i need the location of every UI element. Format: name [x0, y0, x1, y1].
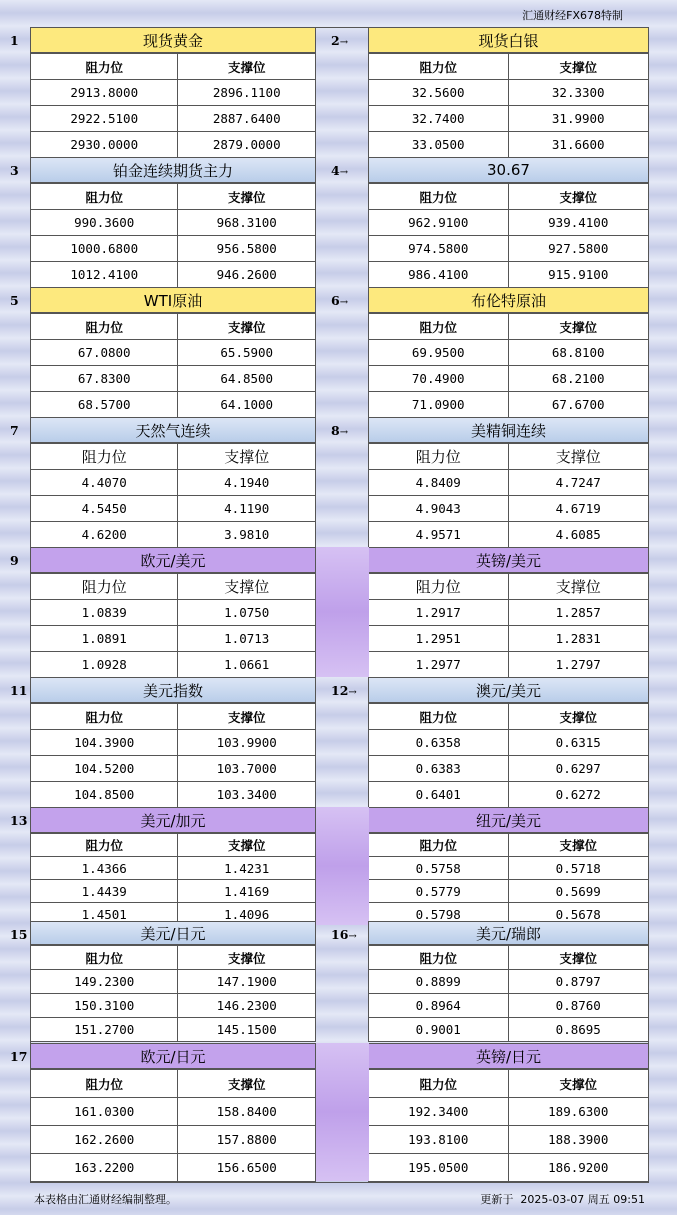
support-value: 1.2797	[508, 652, 649, 678]
table-row	[369, 857, 649, 880]
resistance-label: 阻力位	[369, 834, 509, 857]
table-row	[31, 392, 316, 418]
support-value: 1.0661	[178, 652, 316, 678]
resistance-value: 986.4100	[369, 262, 509, 288]
instrument-number-text: 7	[10, 423, 19, 438]
support-value: 4.1940	[178, 470, 316, 496]
instrument-number-text: 15	[10, 927, 28, 942]
support-label: 支撑位	[178, 54, 316, 80]
support-label: 支撑位	[178, 1070, 316, 1098]
support-value: 968.3100	[178, 210, 316, 236]
resistance-label: 阻力位	[31, 314, 178, 340]
resistance-value: 33.0500	[369, 132, 509, 158]
arrow-icon: →	[339, 297, 349, 308]
instrument-name-header: 美元/日元	[30, 921, 316, 945]
support-label: 支撑位	[178, 946, 316, 970]
resistance-value: 4.9571	[369, 522, 509, 548]
support-value: 4.6085	[508, 522, 649, 548]
footer-updated	[480, 1191, 645, 1207]
support-value: 65.5900	[178, 340, 316, 366]
table-row	[369, 470, 649, 496]
support-value: 68.2100	[508, 366, 649, 392]
table-row	[31, 340, 316, 366]
resistance-value: 1000.6800	[31, 236, 178, 262]
table-row	[369, 262, 649, 288]
middle-strip	[316, 1043, 369, 1181]
levels-header-row	[369, 314, 649, 340]
resistance-value: 161.0300	[31, 1098, 178, 1126]
resistance-label: 阻力位	[369, 946, 509, 970]
footer-note: 本表格由汇通财经编制整理。	[34, 1193, 177, 1206]
support-value: 103.7000	[178, 756, 316, 782]
instrument-number-text: 17	[10, 1049, 28, 1064]
resistance-value: 68.5700	[31, 392, 178, 418]
support-label: 支撑位	[508, 704, 649, 730]
resistance-value: 1012.4100	[31, 262, 178, 288]
instrument-number-text: 4	[331, 163, 340, 178]
levels-header-row	[369, 54, 649, 80]
table-row	[31, 236, 316, 262]
resistance-value: 0.5798	[369, 903, 509, 926]
table-row	[31, 106, 316, 132]
middle-strip	[316, 547, 369, 677]
instrument-name-header: 美元/瑞郎	[368, 921, 649, 945]
support-value: 2879.0000	[178, 132, 316, 158]
support-value: 1.2857	[508, 600, 649, 626]
resistance-value: 2922.5100	[31, 106, 178, 132]
levels-header-row	[31, 834, 316, 857]
resistance-value: 0.6358	[369, 730, 509, 756]
levels-header-row	[369, 574, 649, 600]
support-value: 4.1190	[178, 496, 316, 522]
resistance-value: 4.4070	[31, 470, 178, 496]
support-label: 支撑位	[508, 444, 649, 470]
resistance-value: 150.3100	[31, 994, 178, 1018]
resistance-value: 0.5758	[369, 857, 509, 880]
table-row	[31, 262, 316, 288]
instrument-number	[331, 163, 348, 178]
instrument-number	[10, 553, 19, 568]
footer	[0, 1183, 677, 1215]
levels-table	[30, 1069, 316, 1182]
instrument-number-text: 8	[331, 423, 340, 438]
levels-table	[30, 945, 316, 1042]
table-row	[369, 496, 649, 522]
resistance-value: 1.2977	[369, 652, 509, 678]
table-row	[369, 210, 649, 236]
resistance-value: 4.9043	[369, 496, 509, 522]
table-row	[31, 756, 316, 782]
support-label: 支撑位	[508, 1070, 649, 1098]
support-label: 支撑位	[508, 834, 649, 857]
resistance-value: 1.2917	[369, 600, 509, 626]
table-row	[369, 1126, 649, 1154]
support-value: 64.1000	[178, 392, 316, 418]
support-value: 103.9900	[178, 730, 316, 756]
resistance-label: 阻力位	[369, 704, 509, 730]
support-label: 支撑位	[508, 314, 649, 340]
support-value: 1.2831	[508, 626, 649, 652]
levels-header-row	[369, 184, 649, 210]
support-value: 0.6297	[508, 756, 649, 782]
table-row	[31, 857, 316, 880]
resistance-value: 962.9100	[369, 210, 509, 236]
instrument-number	[10, 33, 19, 48]
levels-table	[368, 573, 649, 678]
support-value: 103.3400	[178, 782, 316, 808]
resistance-value: 1.0839	[31, 600, 178, 626]
table-row	[369, 132, 649, 158]
support-value: 915.9100	[508, 262, 649, 288]
resistance-value: 193.8100	[369, 1126, 509, 1154]
resistance-value: 104.8500	[31, 782, 178, 808]
instrument-name-header: 美元/加元	[30, 807, 316, 833]
support-value: 946.2600	[178, 262, 316, 288]
support-value: 1.4169	[178, 880, 316, 903]
table-row	[369, 1098, 649, 1126]
support-label: 支撑位	[178, 574, 316, 600]
levels-header-row	[31, 704, 316, 730]
resistance-value: 0.9001	[369, 1018, 509, 1042]
table-row	[31, 994, 316, 1018]
arrow-icon: →	[348, 687, 357, 698]
instrument-number-text: 12	[331, 683, 349, 698]
instrument-name-header: 铂金连续期货主力	[30, 157, 316, 183]
table-row	[369, 366, 649, 392]
instrument-name-header: 澳元/美元	[368, 677, 649, 703]
resistance-value: 1.2951	[369, 626, 509, 652]
support-label: 支撑位	[178, 184, 316, 210]
levels-table	[30, 183, 316, 288]
table-row	[369, 970, 649, 994]
support-value: 31.6600	[508, 132, 649, 158]
resistance-value: 163.2200	[31, 1154, 178, 1182]
updated-time: 2025-03-07 周五 09:51	[520, 1193, 645, 1206]
table-row	[369, 782, 649, 808]
support-value: 68.8100	[508, 340, 649, 366]
instrument-name-header: 英镑/美元	[368, 547, 649, 573]
instrument-number	[331, 927, 357, 942]
resistance-value: 151.2700	[31, 1018, 178, 1042]
resistance-label: 阻力位	[31, 574, 178, 600]
levels-table	[368, 945, 649, 1042]
table-row	[31, 470, 316, 496]
levels-table	[368, 833, 649, 926]
instrument-name-header: 英镑/日元	[368, 1043, 649, 1069]
support-value: 1.4231	[178, 857, 316, 880]
levels-table	[368, 53, 649, 158]
instrument-name-header: 欧元/日元	[30, 1043, 316, 1069]
resistance-value: 67.8300	[31, 366, 178, 392]
resistance-value: 2913.8000	[31, 80, 178, 106]
table-row	[369, 880, 649, 903]
levels-table	[30, 833, 316, 926]
support-label: 支撑位	[508, 574, 649, 600]
levels-header-row	[369, 946, 649, 970]
table-row	[31, 730, 316, 756]
support-label: 支撑位	[508, 54, 649, 80]
levels-table	[30, 313, 316, 418]
arrow-icon: →	[339, 167, 349, 178]
support-value: 31.9900	[508, 106, 649, 132]
table-row	[369, 626, 649, 652]
support-value: 3.9810	[178, 522, 316, 548]
support-value: 146.2300	[178, 994, 316, 1018]
instrument-number-text: 11	[10, 683, 28, 698]
levels-table	[368, 183, 649, 288]
instrument-number	[10, 1049, 27, 1064]
instrument-name-header: 美元指数	[30, 677, 316, 703]
support-value: 64.8500	[178, 366, 316, 392]
resistance-value: 4.5450	[31, 496, 178, 522]
support-value: 0.5699	[508, 880, 649, 903]
levels-table	[30, 703, 316, 808]
instrument-number	[10, 423, 19, 438]
resistance-value: 195.0500	[369, 1154, 509, 1182]
instrument-name-header: 纽元/美元	[368, 807, 649, 833]
middle-strip	[316, 807, 369, 925]
levels-table	[30, 573, 316, 678]
support-label: 支撑位	[178, 314, 316, 340]
top-bar	[0, 0, 677, 27]
instrument-number	[331, 683, 357, 698]
resistance-label: 阻力位	[31, 444, 178, 470]
instrument-number-text: 3	[10, 163, 19, 178]
table-row	[369, 80, 649, 106]
resistance-value: 32.5600	[369, 80, 509, 106]
instrument-name-header: WTI原油	[30, 287, 316, 313]
levels-table	[368, 703, 649, 808]
instrument-number-text: 16	[331, 927, 349, 942]
support-value: 158.8400	[178, 1098, 316, 1126]
resistance-label: 阻力位	[31, 704, 178, 730]
support-value: 156.6500	[178, 1154, 316, 1182]
resistance-value: 1.0928	[31, 652, 178, 678]
table-row	[369, 1154, 649, 1182]
resistance-value: 1.4366	[31, 857, 178, 880]
levels-header-row	[369, 444, 649, 470]
resistance-label: 阻力位	[369, 1070, 509, 1098]
levels-table	[30, 443, 316, 548]
support-value: 956.5800	[178, 236, 316, 262]
table-row	[31, 210, 316, 236]
instrument-number	[10, 683, 27, 698]
resistance-label: 阻力位	[31, 1070, 178, 1098]
resistance-value: 0.6383	[369, 756, 509, 782]
levels-header-row	[31, 444, 316, 470]
instrument-number-text: 2	[331, 33, 340, 48]
table-row	[31, 1126, 316, 1154]
resistance-value: 990.3600	[31, 210, 178, 236]
instrument-name-header: 现货黄金	[30, 27, 316, 53]
support-value: 67.6700	[508, 392, 649, 418]
resistance-value: 0.6401	[369, 782, 509, 808]
instrument-number	[10, 163, 19, 178]
table-row	[369, 756, 649, 782]
levels-table	[368, 1069, 649, 1182]
arrow-icon: →	[339, 427, 349, 438]
table-row	[369, 392, 649, 418]
resistance-value: 974.5800	[369, 236, 509, 262]
resistance-value: 0.8899	[369, 970, 509, 994]
instrument-name-header: 美精铜连续	[368, 417, 649, 443]
support-value: 0.5678	[508, 903, 649, 926]
instrument-number-text: 9	[10, 553, 19, 568]
instrument-number	[331, 423, 348, 438]
instrument-number	[10, 927, 27, 942]
support-value: 939.4100	[508, 210, 649, 236]
resistance-label: 阻力位	[31, 834, 178, 857]
support-value: 2896.1100	[178, 80, 316, 106]
support-value: 927.5800	[508, 236, 649, 262]
levels-header-row	[369, 834, 649, 857]
support-label: 支撑位	[178, 444, 316, 470]
resistance-value: 162.2600	[31, 1126, 178, 1154]
instrument-number	[331, 33, 348, 48]
support-value: 0.8760	[508, 994, 649, 1018]
brand-label: 汇通财经FX678特制	[522, 9, 623, 22]
resistance-value: 104.5200	[31, 756, 178, 782]
updated-prefix: 更新于	[480, 1193, 514, 1206]
support-value: 157.8800	[178, 1126, 316, 1154]
support-value: 1.4096	[178, 903, 316, 926]
levels-header-row	[369, 1070, 649, 1098]
support-label: 支撑位	[178, 834, 316, 857]
table-row	[31, 600, 316, 626]
support-value: 4.6719	[508, 496, 649, 522]
support-value: 0.6315	[508, 730, 649, 756]
instrument-name-header: 欧元/美元	[30, 547, 316, 573]
instrument-name-header: 布伦特原油	[368, 287, 649, 313]
support-value: 147.1900	[178, 970, 316, 994]
table-row	[369, 106, 649, 132]
resistance-value: 69.9500	[369, 340, 509, 366]
arrow-icon: →	[348, 931, 357, 942]
support-value: 189.6300	[508, 1098, 649, 1126]
instrument-number-text: 5	[10, 293, 19, 308]
table-row	[369, 236, 649, 262]
support-value: 32.3300	[508, 80, 649, 106]
table-row	[31, 1154, 316, 1182]
instrument-name-header: 天然气连续	[30, 417, 316, 443]
levels-header-row	[31, 184, 316, 210]
resistance-label: 阻力位	[31, 184, 178, 210]
table-row	[31, 880, 316, 903]
table-row	[31, 1098, 316, 1126]
arrow-icon: →	[339, 37, 349, 48]
resistance-value: 71.0900	[369, 392, 509, 418]
instrument-name-header: 现货白银	[368, 27, 649, 53]
resistance-value: 70.4900	[369, 366, 509, 392]
support-value: 0.8695	[508, 1018, 649, 1042]
resistance-value: 104.3900	[31, 730, 178, 756]
levels-header-row	[31, 946, 316, 970]
resistance-label: 阻力位	[369, 574, 509, 600]
resistance-value: 2930.0000	[31, 132, 178, 158]
support-value: 1.0713	[178, 626, 316, 652]
levels-header-row	[31, 314, 316, 340]
support-value: 0.5718	[508, 857, 649, 880]
resistance-label: 阻力位	[369, 314, 509, 340]
instrument-number-text: 1	[10, 33, 19, 48]
resistance-value: 1.4439	[31, 880, 178, 903]
table-row	[369, 600, 649, 626]
instrument-number-text: 6	[331, 293, 340, 308]
levels-table	[30, 53, 316, 158]
table-row	[31, 522, 316, 548]
support-value: 188.3900	[508, 1126, 649, 1154]
table-row	[31, 496, 316, 522]
support-value: 2887.6400	[178, 106, 316, 132]
resistance-value: 67.0800	[31, 340, 178, 366]
support-value: 0.8797	[508, 970, 649, 994]
instrument-name-header: 30.67	[368, 157, 649, 183]
levels-table	[368, 313, 649, 418]
support-value: 1.0750	[178, 600, 316, 626]
table-row	[31, 366, 316, 392]
instrument-number	[10, 813, 27, 828]
resistance-value: 1.0891	[31, 626, 178, 652]
table-row	[31, 970, 316, 994]
resistance-value: 32.7400	[369, 106, 509, 132]
levels-header-row	[369, 704, 649, 730]
table-row	[369, 730, 649, 756]
resistance-value: 0.8964	[369, 994, 509, 1018]
support-value: 145.1500	[178, 1018, 316, 1042]
support-label: 支撑位	[508, 184, 649, 210]
table-row	[31, 80, 316, 106]
instrument-number	[10, 293, 19, 308]
table-row	[369, 522, 649, 548]
resistance-value: 4.8409	[369, 470, 509, 496]
support-value: 0.6272	[508, 782, 649, 808]
resistance-value: 0.5779	[369, 880, 509, 903]
table-row	[31, 132, 316, 158]
support-label: 支撑位	[508, 946, 649, 970]
instrument-number-text: 13	[10, 813, 28, 828]
levels-header-row	[31, 574, 316, 600]
resistance-label: 阻力位	[369, 184, 509, 210]
table-row	[31, 1018, 316, 1042]
levels-table	[368, 443, 649, 548]
table-row	[369, 1018, 649, 1042]
resistance-value: 192.3400	[369, 1098, 509, 1126]
table-row	[31, 626, 316, 652]
table-row	[369, 994, 649, 1018]
table-row	[31, 782, 316, 808]
support-value: 4.7247	[508, 470, 649, 496]
resistance-value: 4.6200	[31, 522, 178, 548]
instrument-number	[331, 293, 348, 308]
resistance-label: 阻力位	[369, 444, 509, 470]
resistance-value: 1.4501	[31, 903, 178, 926]
support-value: 186.9200	[508, 1154, 649, 1182]
levels-header-row	[31, 1070, 316, 1098]
support-label: 支撑位	[178, 704, 316, 730]
resistance-value: 149.2300	[31, 970, 178, 994]
resistance-label: 阻力位	[31, 54, 178, 80]
table-row	[31, 652, 316, 678]
resistance-label: 阻力位	[31, 946, 178, 970]
table-row	[369, 652, 649, 678]
levels-header-row	[31, 54, 316, 80]
table-row	[369, 340, 649, 366]
resistance-label: 阻力位	[369, 54, 509, 80]
